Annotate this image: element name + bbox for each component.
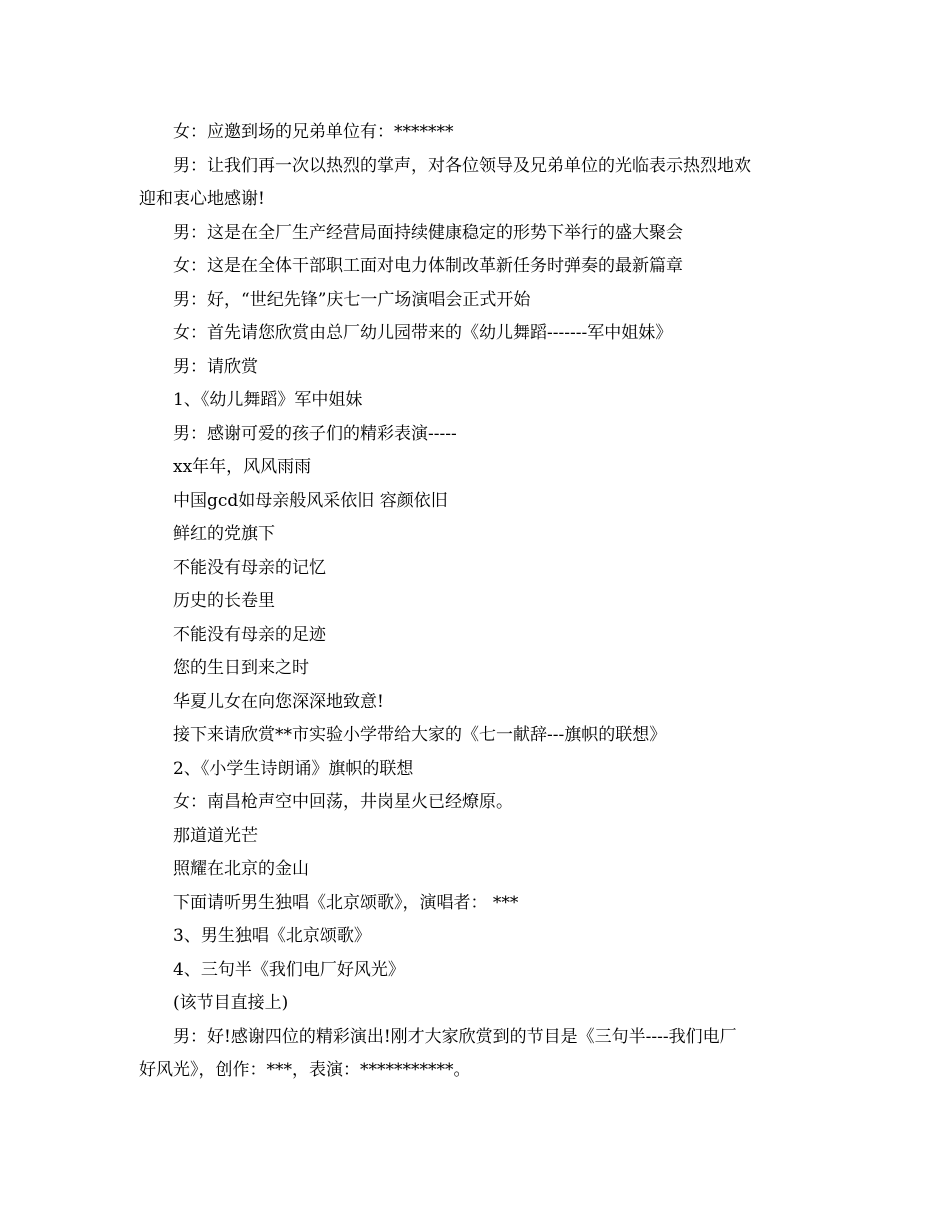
text-line: 照耀在北京的金山	[173, 859, 309, 879]
text-line: 男：请欣赏	[173, 356, 258, 377]
document-body	[139, 116, 819, 1088]
text-line: xx年年，风风雨雨	[173, 457, 312, 477]
text-line: 女：应邀到场的兄弟单位有：*******	[173, 122, 454, 142]
text-line: 男：让我们再一次以热烈的掌声，对各位领导及兄弟单位的光临表示热烈地欢	[173, 155, 751, 176]
text-line: 男：好，“世纪先锋”庆七一广场演唱会正式开始	[173, 289, 531, 310]
text-line: 不能没有母亲的足迹	[173, 624, 326, 645]
text-line: 女：这是在全体干部职工面对电力体制改革新任务时弹奏的最新篇章	[173, 256, 683, 276]
text-line: 4、三句半《我们电厂好风光》	[173, 959, 405, 980]
text-line: 女：南昌枪声空中回荡，井岗星火已经燎原。	[173, 792, 513, 812]
text-line: 1、《幼儿舞蹈》军中姐妹	[173, 390, 363, 410]
text-line: 男：好!感谢四位的精彩演出!刚才大家欣赏到的节目是《三句半----我们电厂	[173, 1026, 737, 1047]
text-line: 华夏儿女在向您深深地致意!	[173, 691, 384, 712]
text-line: 女：首先请您欣赏由总厂幼儿园带来的《幼儿舞蹈-------军中姐妹》	[173, 323, 673, 343]
text-line: 历史的长卷里	[173, 591, 275, 611]
text-line: 男：感谢可爱的孩子们的精彩表演-----	[173, 423, 457, 444]
text-line: 接下来请欣赏**市实验小学带给大家的《七一献辞---旗帜的联想》	[173, 725, 667, 745]
text-line: 2、《小学生诗朗诵》旗帜的联想	[173, 758, 414, 779]
text-line: 您的生日到来之时	[173, 658, 309, 678]
text-line: 那道道光芒	[173, 825, 258, 846]
text-line: 男：这是在全厂生产经营局面持续健康稳定的形势下举行的盛大聚会	[173, 222, 683, 243]
text-line: (该节目直接上)	[173, 993, 289, 1013]
text-line: 迎和衷心地感谢!	[139, 189, 265, 209]
text-line: 好风光》，创作：***，表演：***********。	[139, 1060, 471, 1080]
text-line: 鲜红的党旗下	[173, 524, 275, 544]
text-line: 不能没有母亲的记忆	[173, 557, 326, 578]
text-line: 3、男生独唱《北京颂歌》	[173, 926, 371, 946]
text-line: 下面请听男生独唱《北京颂歌》，演唱者： ***	[173, 892, 519, 913]
text-line: 中国gcd如母亲般风采依旧 容颜依旧	[173, 490, 448, 511]
